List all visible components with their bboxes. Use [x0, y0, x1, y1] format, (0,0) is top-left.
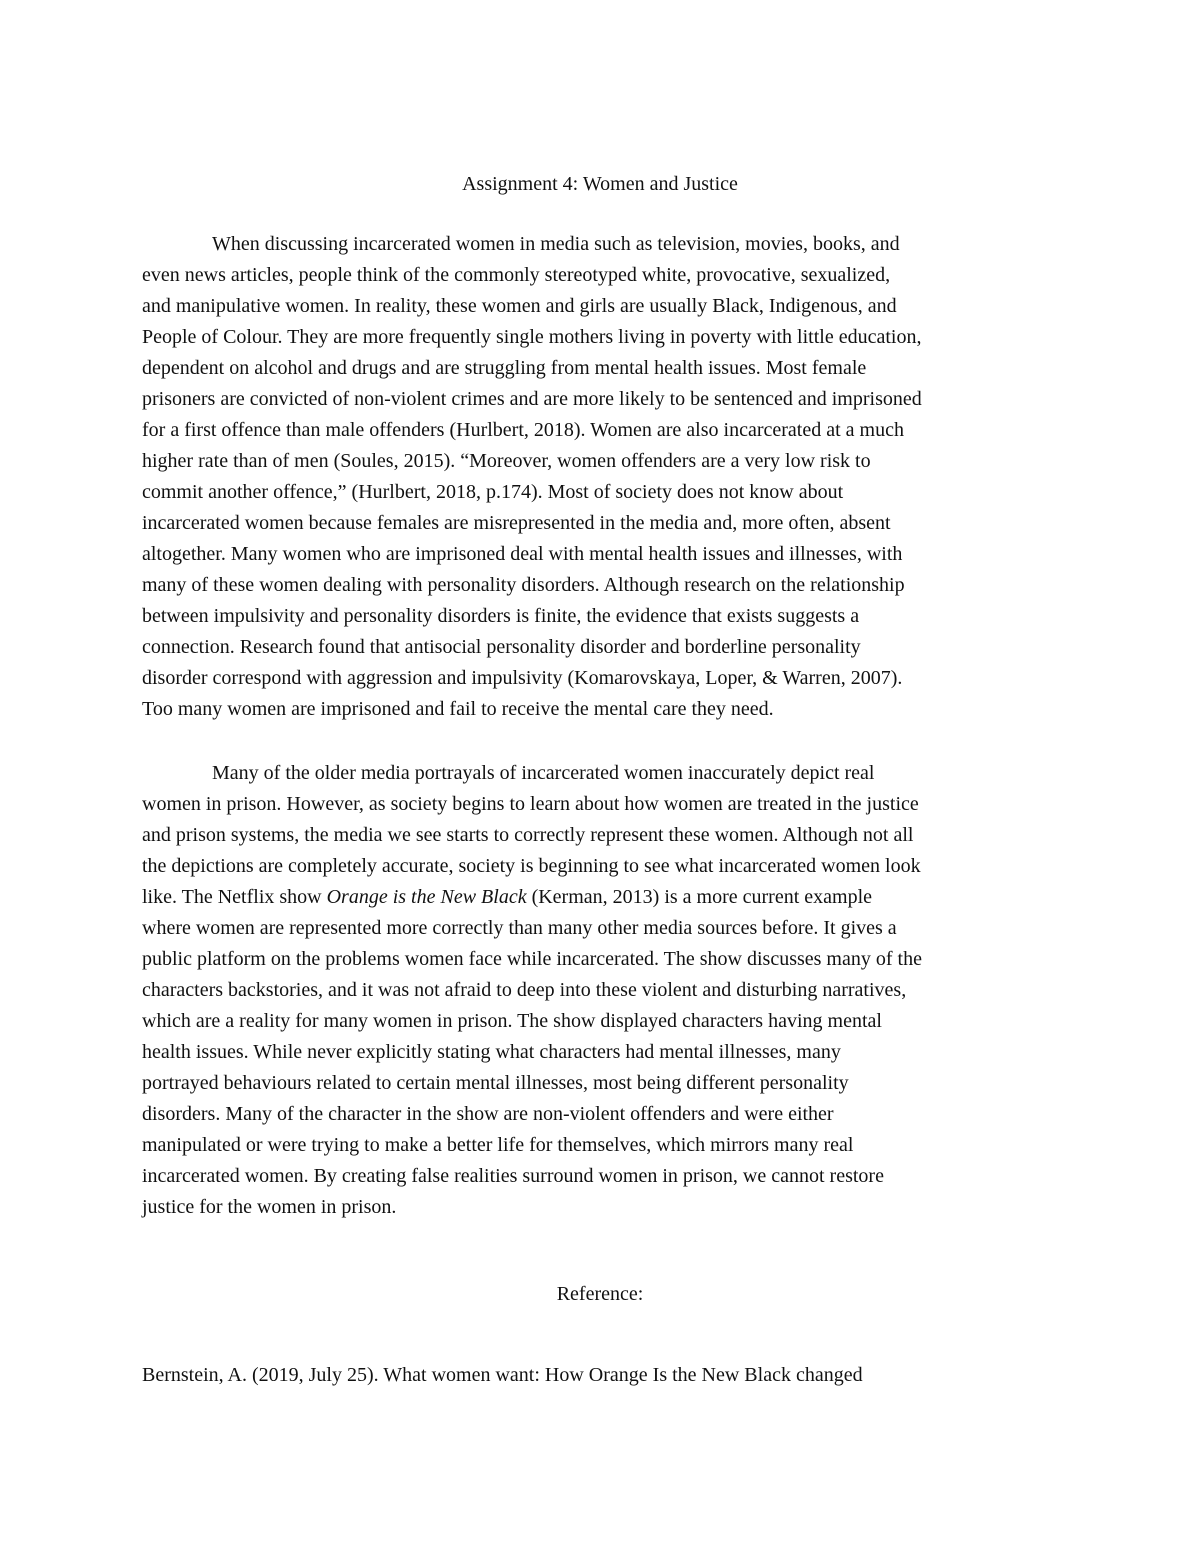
- reference-heading: Reference:: [556, 1283, 644, 1305]
- paragraph-line: People of Colour. They are more frequently single mothers living in poverty with little education,: [142, 326, 922, 348]
- paragraph-line: dependent on alcohol and drugs and are struggling from mental health issues. Most female: [142, 357, 867, 379]
- paragraph-line: and manipulative women. In reality, these women and girls are usually Black, Indigenous, and: [142, 295, 897, 317]
- paragraph-line: prisoners are convicted of non-violent crimes and are more likely to be sentenced and imprisoned: [142, 388, 922, 410]
- paragraph-line: where women are represented more correctly than many other media sources before. It gives a: [142, 917, 897, 939]
- paragraph-line: even news articles, people think of the commonly stereotyped white, provocative, sexualized,: [142, 264, 891, 286]
- paragraph-line: which are a reality for many women in prison. The show displayed characters having mental: [142, 1010, 882, 1032]
- paragraph-2: [142, 758, 1062, 1223]
- paragraph-line: the depictions are completely accurate, society is beginning to see what incarcerated women look: [142, 855, 921, 877]
- paragraph-line: disorder correspond with aggression and impulsivity (Komarovskaya, Loper, & Warren, 2007).: [142, 667, 903, 689]
- paragraph-line: public platform on the problems women face while incarcerated. The show discusses many of the: [142, 948, 922, 970]
- paragraph-line: manipulated or were trying to make a better life for themselves, which mirrors many real: [142, 1134, 854, 1156]
- paragraph-line: health issues. While never explicitly stating what characters had mental illnesses, many: [142, 1041, 841, 1063]
- paragraph-line: connection. Research found that antisocial personality disorder and borderline personality: [142, 636, 861, 658]
- paragraph-line: portrayed behaviours related to certain mental illnesses, most being different personality: [142, 1072, 849, 1094]
- document-title: Assignment 4: Women and Justice: [462, 173, 738, 195]
- paragraph-line: commit another offence,” (Hurlbert, 2018, p.174). Most of society does not know about: [142, 481, 844, 503]
- paragraph-line: many of these women dealing with personality disorders. Although research on the relationship: [142, 574, 905, 596]
- paragraph-line: altogether. Many women who are imprisoned deal with mental health issues and illnesses, with: [142, 543, 903, 565]
- reference-entry: Bernstein, A. (2019, July 25). What women want: How Orange Is the New Black changed: [142, 1364, 863, 1386]
- paragraph-1: [142, 229, 1062, 725]
- paragraph-line: disorders. Many of the character in the show are non-violent offenders and were either: [142, 1103, 834, 1125]
- paragraph-line: When discussing incarcerated women in media such as television, movies, books, and: [212, 233, 900, 255]
- paragraph-line: for a first offence than male offenders (Hurlbert, 2018). Women are also incarcerated at a much: [142, 419, 904, 441]
- paragraph-line-with-title: [142, 882, 1062, 913]
- line-suffix: (Kerman, 2013) is a more current example: [526, 886, 872, 908]
- paragraph-line: between impulsivity and personality disorders is finite, the evidence that exists suggests a: [142, 605, 860, 627]
- paragraph-line: characters backstories, and it was not afraid to deep into these violent and disturbing narratives,: [142, 979, 907, 1001]
- paragraph-line: incarcerated women because females are misrepresented in the media and, more often, absent: [142, 512, 891, 534]
- paragraph-line: incarcerated women. By creating false realities surround women in prison, we cannot restore: [142, 1165, 884, 1187]
- show-title-italic: Orange is the New Black: [326, 886, 527, 908]
- paragraph-line: and prison systems, the media we see starts to correctly represent these women. Although not all: [142, 824, 914, 846]
- paragraph-line: Too many women are imprisoned and fail to receive the mental care they need.: [142, 698, 774, 720]
- paragraph-line: justice for the women in prison.: [142, 1196, 397, 1218]
- paragraph-line: women in prison. However, as society begins to learn about how women are treated in the justice: [142, 793, 919, 815]
- line-prefix: like. The Netflix show: [142, 886, 327, 908]
- paragraph-line: higher rate than of men (Soules, 2015). “Moreover, women offenders are a very low risk to: [142, 450, 871, 472]
- paragraph-line: Many of the older media portrayals of incarcerated women inaccurately depict real: [212, 762, 875, 784]
